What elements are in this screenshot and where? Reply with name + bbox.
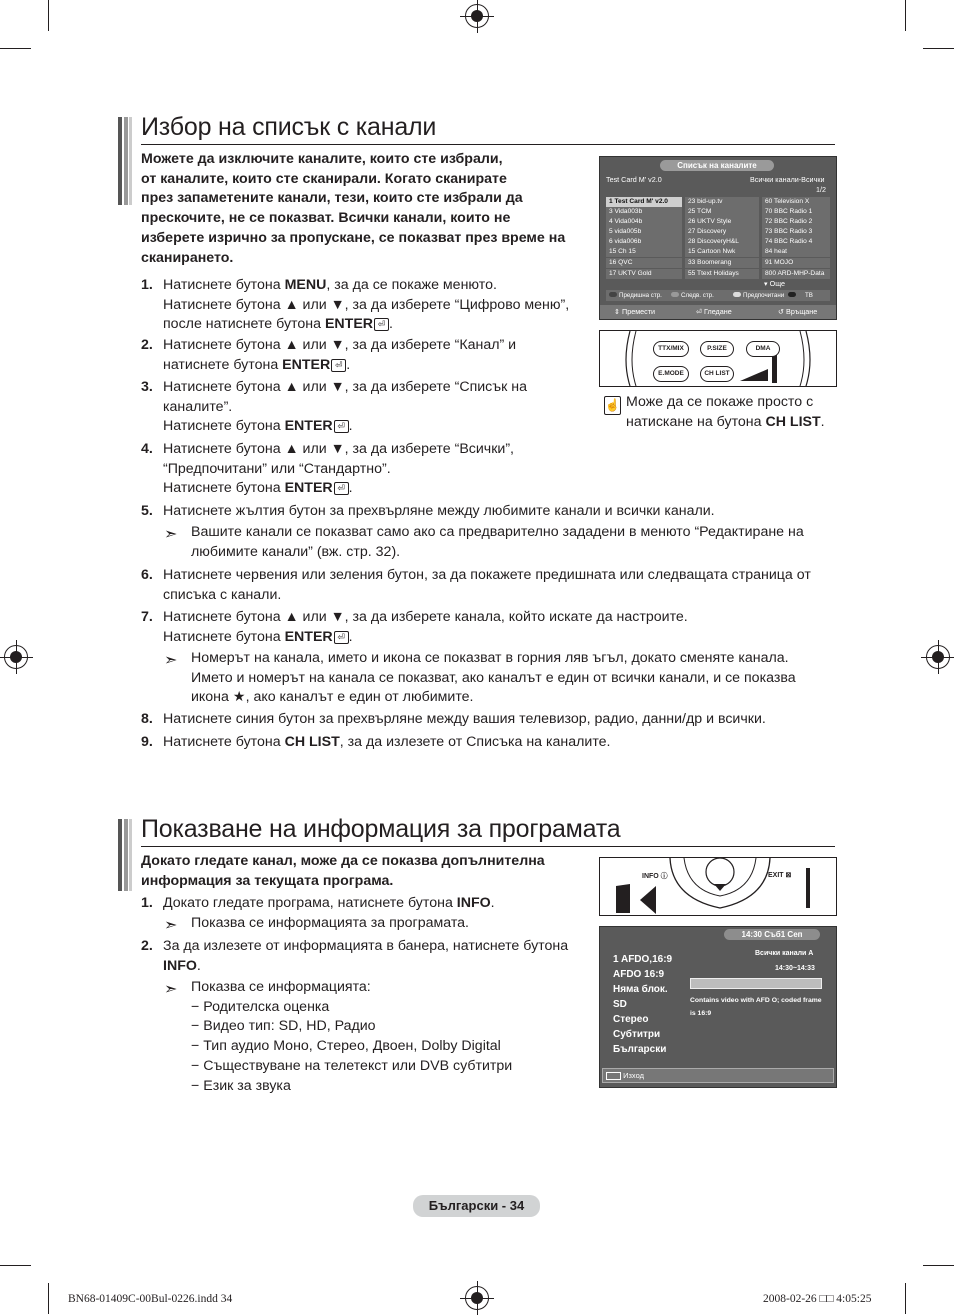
note-arrow-icon: ➣ — [164, 981, 178, 998]
info-list-item: − Съществуване на телетекст или DVB субтитри — [191, 1057, 513, 1074]
channel-entry: 26 UKTV Style — [685, 217, 759, 227]
intro-line: Можете да изключите каналите, които сте избрали, — [141, 151, 503, 167]
channel-entry: 73 BBC Radio 3 — [762, 227, 830, 237]
intro-line: прескочите, не се показват. Всички канали, които не — [141, 210, 511, 227]
info-list-item: − Език за звука — [191, 1077, 291, 1094]
blue-button-icon — [788, 292, 796, 297]
registration-mark-icon — [926, 645, 950, 669]
nav-move: ⇕ Премести — [614, 307, 656, 316]
more-label: ▾ Още — [764, 279, 786, 288]
banner-info-line: Няма блок. — [613, 984, 668, 995]
date-slug: 2008-02-26 □□ 4:05:25 — [763, 1293, 872, 1305]
channel-entry: 15 Cartoon Nwk — [685, 247, 759, 257]
tip-text: Може да се покаже просто с натискане на бутона CH LIST. — [626, 394, 825, 430]
info-list-item: − Тип аудио Моно, Стерео, Двоен, Dolby Digital — [191, 1038, 501, 1055]
channel-entry: 1 Test Card M' v2.0 — [606, 197, 682, 207]
red-button-icon — [609, 292, 617, 297]
crop-mark — [923, 1265, 954, 1266]
banner-clock: 14:30 Съб1 Сеп — [741, 930, 803, 939]
info-button-label: INFO ⓘ — [642, 873, 668, 880]
remote-control-image-2 — [599, 857, 837, 916]
exit-button-label: EXIT ⊠ — [768, 872, 792, 879]
title-accent-bar — [118, 117, 132, 205]
crop-mark — [0, 48, 31, 49]
channel-entry: 72 BBC Radio 2 — [762, 217, 830, 227]
step-number: 7. — [141, 609, 153, 625]
enter-icon: ⏎ — [374, 318, 389, 331]
note-arrow-icon: ➣ — [164, 652, 178, 669]
channel-entry: 23 bid-up.tv — [685, 197, 759, 207]
screen-page: 1/2 — [816, 185, 826, 194]
step-line: Натиснете бутона CH LIST, за да излезете от Списъка на каналите. — [163, 734, 611, 750]
title-accent-bar — [118, 819, 132, 891]
channel-entry: 60 Television X — [762, 197, 830, 207]
step-line: Натиснете бутона ▲ или ▼, за да изберете “Цифрово меню”, — [163, 296, 570, 313]
note-arrow-icon: ➣ — [164, 526, 178, 543]
channel-entry: 25 TCM — [685, 207, 759, 217]
remote-dpad-icon — [600, 858, 836, 915]
nav-watch: ⏎ Гледане — [696, 307, 732, 316]
step-number: 8. — [141, 711, 153, 727]
step-number: 3. — [141, 379, 153, 395]
banner-info-line: AFDO 16:9 — [613, 969, 665, 980]
banner-info-line: Български — [613, 1044, 667, 1055]
crop-mark — [48, 1283, 49, 1314]
enter-icon: ⏎ — [334, 420, 349, 433]
title-rule — [141, 144, 835, 145]
registration-mark-icon — [465, 1286, 489, 1310]
screen-filter: Всички канали-Всички — [750, 175, 825, 184]
channel-entry: 15 Ch 15 — [606, 247, 682, 257]
channel-entry: 91 MOJO — [762, 258, 830, 268]
intro-line: изберете изрично за пропускане, се показват през време на — [141, 229, 566, 246]
step-number: 2. — [141, 337, 153, 353]
intro-line: през запаметените канали, тези, които сте избрали да — [141, 190, 523, 207]
crop-mark — [0, 1265, 31, 1266]
dma-button: DMA — [746, 341, 780, 357]
crop-mark — [48, 0, 49, 31]
section-title-channel-list: Избор на списък с канали — [141, 113, 437, 141]
channel-entry: 800 ARD-MHP-Data — [762, 269, 830, 279]
banner-exit: Изход — [606, 1071, 644, 1080]
intro-text — [141, 150, 591, 268]
program-progress-fill — [691, 979, 821, 988]
step-number: 4. — [141, 441, 153, 457]
step-line: Натиснете бутона ENTER ⏎ . — [163, 480, 353, 497]
step-number: 9. — [141, 734, 153, 750]
step-line: Натиснете синия бутон за прехвърляне между вашия телевизор, радио, данни/др и всички. — [163, 711, 766, 727]
registration-mark-icon — [4, 645, 28, 669]
step-line: натиснете бутона ENTER ⏎ . — [163, 356, 351, 373]
psize-button: P.SIZE — [700, 341, 734, 357]
channel-entry: 28 DiscoveryH&L — [685, 237, 759, 247]
nav-return: ↺ Връщане — [778, 307, 818, 316]
step-line: после натиснете бутона ENTER ⏎ . — [163, 316, 393, 333]
step-number: 1. — [141, 277, 153, 293]
step-number: 5. — [141, 503, 153, 519]
green-button-icon — [671, 292, 679, 297]
ttx-mix-button: TTX/MIX — [653, 341, 689, 357]
step-line: Натиснете жълтия бутон за прехвърляне между любимите канали и всички канали. — [163, 503, 715, 519]
channel-entry: 70 BBC Radio 1 — [762, 207, 830, 217]
channel-entry: 74 BBC Radio 4 — [762, 237, 830, 247]
step-line: “Предпочитани” или “Стандартно”. — [163, 460, 391, 477]
crop-mark — [905, 1283, 906, 1314]
channel-list-screen: Списък на каналите Test Card M' v2.0 Всички канали-Всички 1/2 1 Test Card M' v2.0 3 Vida003b 4 Vida004b 5 vida005b 6 vida006b 15 Ch 15 16 QVC 17 UKTV Gold 23 bid-up.tv 25 TCM 26 UKTV Style 27 Discovery 28 DiscoveryH&L 15 Cartoon Nwk 33 Boomerang 55 Ttext Holidays 60 Television X 70 BBC Radio 1 72 BBC Radio 2 73 BBC Radio 3 74 BBC Radio 4 84 heat 91 MOJO 800 ARD-MHP-Data ▾ Още Предишна стр. Следв. стр. Предпочитани ТВ ⇕ Премести ⏎ Гледане ↺ Връщане — [599, 156, 837, 320]
step-line: Натиснете бутона ▲ или ▼, за да изберете “Канал” и — [163, 337, 517, 353]
emode-button: E.MODE — [653, 366, 689, 382]
screen-source: Test Card M' v2.0 — [606, 175, 662, 184]
banner-info-line: SD — [613, 999, 627, 1010]
enter-icon: ⏎ — [334, 631, 349, 644]
channel-entry: 27 Discovery — [685, 227, 759, 237]
channel-entry: 6 vida006b — [606, 237, 682, 247]
registration-mark-icon — [465, 4, 489, 28]
note-arrow-icon: ➣ — [164, 917, 178, 934]
channel-entry: 16 QVC — [606, 258, 682, 268]
screen-header: Списък на каналите — [677, 161, 757, 170]
step-line: Натиснете бутона ENTER ⏎ . — [163, 418, 353, 435]
step-line: Натиснете бутона MENU, за да се покаже менюто. — [163, 277, 497, 293]
hand-icon: ☝ — [604, 396, 621, 415]
section-title-program-info: Показване на информация за програмата — [141, 815, 621, 843]
step-line: Натиснете бутона ENTER ⏎ . — [163, 628, 353, 645]
step-number: 6. — [141, 567, 153, 583]
remote-control-image — [599, 330, 837, 387]
banner-info-line: Стерео — [613, 1014, 649, 1025]
title-rule — [141, 846, 835, 847]
channel-entry: 84 heat — [762, 247, 830, 257]
banner-description: Contains video with AFD O; coded frame is 16:9 — [690, 997, 822, 1017]
page-number-pill: Български - 34 — [413, 1195, 540, 1217]
channel-entry: 5 vida005b — [606, 227, 682, 237]
step-line: списъка с канали. — [163, 586, 282, 603]
channel-entry: 55 Ttext Holidays — [685, 269, 759, 279]
step-line: Натиснете бутона ▲ или ▼, за да изберете “Списък на — [163, 379, 528, 395]
step-line: каналите”. — [163, 398, 233, 415]
banner-time: 14:30~14:33 — [775, 965, 815, 972]
channel-entry: 33 Boomerang — [685, 258, 759, 268]
file-slug: BN68-01409C-00Bul-0226.indd 34 — [68, 1293, 233, 1305]
step-line: Натиснете бутона ▲ или ▼, за да изберете канала, който искате да настроите. — [163, 609, 688, 625]
crop-mark — [923, 48, 954, 49]
intro-line: сканирането. — [141, 249, 234, 266]
banner-info-line: Субтитри — [613, 1029, 661, 1040]
banner-all-channels: Всички канали A — [755, 950, 814, 957]
yellow-button-icon — [733, 292, 741, 297]
channel-entry: 17 UKTV Gold — [606, 269, 682, 279]
enter-icon: ⏎ — [334, 482, 349, 495]
chlist-button: CH LIST — [700, 366, 734, 382]
step-line: Натиснете бутона ▲ или ▼, за да изберете “Всички”, — [163, 441, 514, 457]
intro-text-2: Докато гледате канал, може да се показва допълнителна информация за текущата програма. — [141, 853, 545, 889]
channel-entry: 4 Vida004b — [606, 217, 682, 227]
info-banner-screen — [599, 926, 837, 1088]
enter-icon: ⏎ — [331, 359, 346, 372]
step-line: Натиснете червения или зеления бутон, за да покажете предишната или следващата страница от — [163, 567, 811, 583]
channel-entry: 3 Vida003b — [606, 207, 682, 217]
program-progress-bar — [690, 978, 822, 989]
exit-key-icon — [606, 1072, 621, 1080]
info-list-item: − Родителска оценка — [191, 998, 330, 1015]
intro-line: от каналите, които сте сканирали. Когато сканирате — [141, 170, 507, 187]
banner-info-line: 1 AFDO,16:9 — [613, 954, 673, 965]
info-list-item: − Видео тип: SD, HD, Радио — [191, 1018, 376, 1035]
crop-mark — [905, 0, 906, 31]
